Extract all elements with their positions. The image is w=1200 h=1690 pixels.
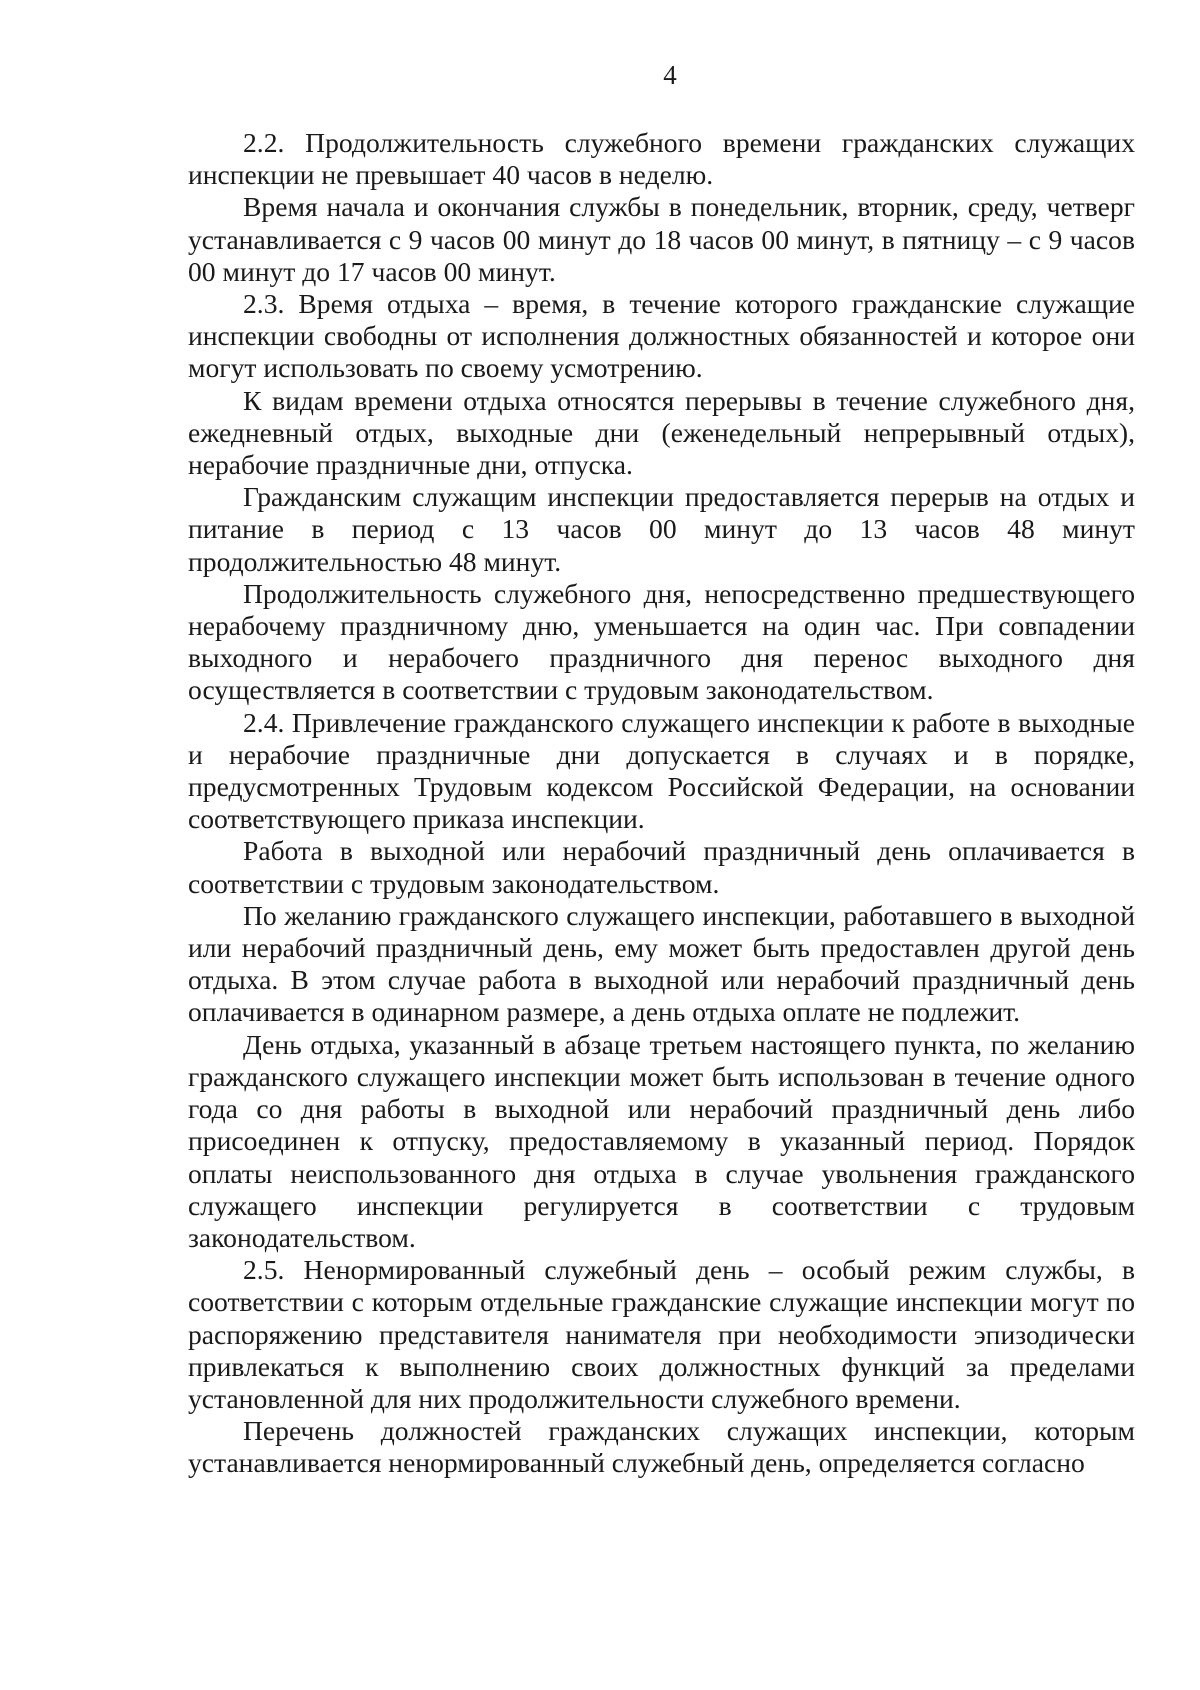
paragraph-2-3: 2.3. Время отдыха – время, в течение которого гражданские служащие инспекции свободны от исполнения должностных обязанностей и которое они могут использовать по своему усмотрению. (188, 288, 1135, 384)
paragraph-2-4: 2.4. Привлечение гражданского служащего инспекции к работе в выходные и нерабочие праздничные дни допускается в случаях и в порядке, предусмотренных Трудовым кодексом Российской Федерации, на основании соответствующего приказа инспекции. (188, 706, 1135, 835)
paragraph-rest-types: К видам времени отдыха относятся перерывы в течение служебного дня, ежедневный отдых, выходные дни (еженедельный непрерывный отдых), нерабочие праздничные дни, отпуска. (188, 384, 1135, 481)
paragraph-pre-holiday: Продолжительность служебного дня, непосредственно предшествующего нерабочему праздничному дню, уменьшается на один час. При совпадении выходного и нерабочего праздничного дня перенос выходного дня осуществляется в соответствии с трудовым законодательством. (188, 577, 1135, 706)
paragraph-2-5: 2.5. Ненормированный служебный день – особый режим службы, в соответствии с которым отдельные гражданские служащие инспекции могут по распоряжению представителя нанимателя при необходимости эпизодически привлекаться к выполнению своих должностных функций за пределами установленной для них продолжительности служебного времени. (188, 1254, 1135, 1414)
paragraph-holiday-pay: Работа в выходной или нерабочий праздничный день оплачивается в соответствии с трудовым законодательством. (188, 835, 1135, 899)
paragraph-day-off-request: По желанию гражданского служащего инспекции, работавшего в выходной или нерабочий праздничный день, ему может быть предоставлен другой день отдыха. В этом случае работа в выходной или нерабочий праздничный день оплачивается в одинарном размере, а день отдыха оплате не подлежит. (188, 899, 1135, 1028)
page-number: 4 (663, 60, 677, 90)
paragraph-working-hours: Время начала и окончания службы в понедельник, вторник, среду, четверг устанавливается с 9 часов 00 минут до 18 часов 00 минут, в пятницу – с 9 часов 00 минут до 17 часов 00 минут. (188, 191, 1135, 287)
document-body (188, 127, 1135, 1480)
paragraph-position-list: Перечень должностей гражданских служащих инспекции, которым устанавливается ненормированный служебный день, определяется согласно (188, 1415, 1135, 1479)
paragraph-2-2: 2.2. Продолжительность служебного времени гражданских служащих инспекции не превышает 40 часов в неделю. (188, 127, 1135, 191)
paragraph-lunch-break: Гражданским служащим инспекции предоставляется перерыв на отдых и питание в период с 13 часов 00 минут до 13 часов 48 минут продолжительностью 48 минут. (188, 481, 1135, 577)
paragraph-day-off-usage: День отдыха, указанный в абзаце третьем настоящего пункта, по желанию гражданского служащего инспекции может быть использован в течение одного года со дня работы в выходной или нерабочий праздничный день либо присоединен к отпуску, предоставляемому в указанный период. Порядок оплаты неиспользованного дня отдыха в случае увольнения гражданского служащего инспекции регулируется в соответствии с трудовым законодательством. (188, 1028, 1135, 1253)
